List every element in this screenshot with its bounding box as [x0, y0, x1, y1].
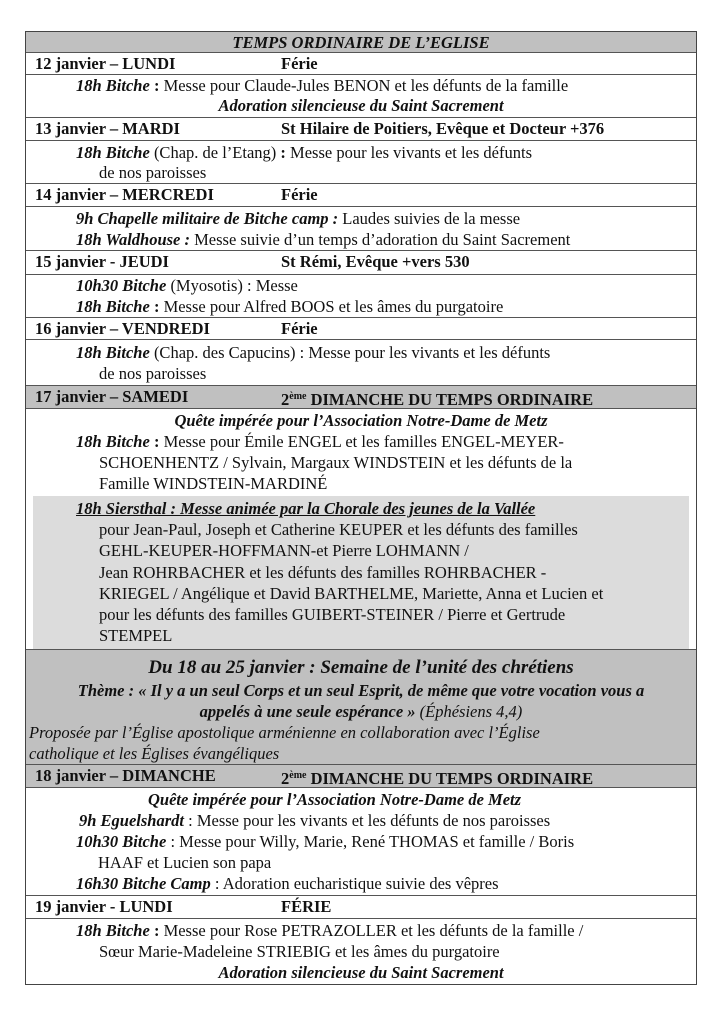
mass-line	[76, 831, 574, 853]
day-date: 12 janvier – LUNDI	[35, 54, 176, 73]
day-header-16	[26, 318, 696, 340]
separator: :	[149, 297, 164, 316]
banner-title: Du 18 au 25 janvier : Semaine de l’unité des chrétiens	[148, 657, 574, 678]
mass-line	[76, 142, 532, 164]
mass-continuation: SCHOENHENTZ / Sylvain, Margaux WINDSTEIN et les défunts de la	[99, 453, 573, 472]
mass-place: 9h Eguelshardt	[79, 811, 184, 830]
separator: :	[149, 76, 164, 95]
mass-place: 18h Waldhouse :	[76, 230, 191, 249]
day-body-15	[26, 275, 696, 318]
mass-text: (Myosotis) : Messe	[166, 276, 298, 295]
mass-text: Messe pour les vivants et les défunts	[290, 143, 532, 162]
separator: :	[149, 432, 164, 451]
day-date: 17 janvier – SAMEDI	[35, 387, 189, 406]
day-body-14	[26, 207, 696, 251]
mass-line	[79, 810, 550, 832]
mass-location: (Chap. de l’Etang)	[149, 143, 281, 162]
mass-text: Messe pour Émile ENGEL et les familles ENGEL-MEYER-	[163, 432, 564, 451]
mass-line	[76, 342, 550, 364]
schedule-table	[25, 31, 697, 985]
intention-line: pour Jean-Paul, Joseph et Catherine KEUPER et les défunts des familles	[99, 520, 578, 539]
day-feast: St Rémi, Evêque +vers 530	[281, 252, 470, 271]
collection-note: Quête impérée pour l’Association Notre-Dame de Metz	[148, 790, 522, 809]
mass-place: 18h Bitche	[76, 297, 150, 316]
day-header-12	[26, 53, 696, 75]
mass-place: 9h Chapelle militaire de Bitche camp :	[76, 209, 339, 228]
mass-text: : Messe pour Willy, Marie, René THOMAS et famille / Boris	[166, 832, 575, 851]
mass-place: 10h30 Bitche	[76, 832, 167, 851]
mass-continuation: HAAF et Lucien son papa	[98, 853, 272, 872]
day-body-17	[26, 409, 696, 649]
day-header-13	[26, 118, 696, 141]
day-date: 18 janvier – DIMANCHE	[35, 766, 216, 785]
mass-line	[76, 275, 298, 297]
day-header-19	[26, 896, 696, 919]
separator: :	[149, 921, 164, 940]
adoration-note: Adoration silencieuse du Saint Sacrement	[218, 96, 504, 115]
day-header-14	[26, 184, 696, 207]
mass-place: 18h Bitche	[76, 143, 150, 162]
siersthal-block	[26, 496, 696, 649]
mass-text: (Chap. des Capucins) : Messe pour les vivants et les défunts	[149, 343, 551, 362]
banner-theme-line: Thème : « Il y a un seul Corps et un seul Esprit, de même que votre vocation vous a	[77, 681, 645, 700]
day-feast: 2ème DIMANCHE DU TEMPS ORDINAIRE	[281, 769, 594, 788]
mass-continuation: Famille WINDSTEIN-MARDINÉ	[99, 474, 328, 493]
mass-place: 18h Bitche	[76, 432, 150, 451]
intention-line: KRIEGEL / Angélique et David BARTHELME, Mariette, Anna et Lucien et	[99, 584, 604, 603]
day-feast: 2ème DIMANCHE DU TEMPS ORDINAIRE	[281, 390, 594, 409]
day-feast: St Hilaire de Poitiers, Evêque et Docteur +376	[281, 119, 605, 138]
day-date: 14 janvier – MERCREDI	[35, 185, 214, 204]
mass-text: : Messe pour les vivants et les défunts de nos paroisses	[184, 811, 551, 830]
day-header-17	[26, 386, 696, 409]
intention-line: GEHL-KEUPER-HOFFMANN-et Pierre LOHMANN /	[99, 541, 469, 560]
day-body-12	[26, 75, 696, 118]
intention-line: STEMPEL	[99, 626, 173, 645]
mass-text: Messe suivie d’un temps d’adoration du Saint Sacrement	[190, 230, 571, 249]
season-title: TEMPS ORDINAIRE DE L’EGLISE	[26, 32, 696, 53]
day-feast: FÉRIE	[281, 897, 332, 916]
mass-text: : Adoration eucharistique suivie des vêpres	[210, 874, 499, 893]
mass-continuation: de nos paroisses	[99, 163, 207, 182]
mass-place: 18h Bitche	[76, 343, 150, 362]
mass-continuation: Sœur Marie-Madeleine STRIEBIG et les âmes du purgatoire	[99, 942, 500, 961]
mass-line	[76, 431, 564, 453]
day-feast: Férie	[281, 54, 318, 73]
mass-text: Laudes suivies de la messe	[338, 209, 521, 228]
day-body-16	[26, 340, 696, 386]
mass-text: Messe pour Claude-Jules BENON et les défunts de la famille	[163, 76, 569, 95]
siersthal-heading: 18h Siersthal : Messe animée par la Chorale des jeunes de la Vallée	[76, 499, 536, 518]
day-date: 15 janvier - JEUDI	[35, 252, 169, 271]
mass-text: Messe pour Alfred BOOS et les âmes du purgatoire	[163, 297, 504, 316]
day-header-15	[26, 251, 696, 275]
mass-line	[76, 229, 570, 251]
mass-line	[76, 208, 520, 230]
mass-line	[76, 920, 583, 942]
banner-proposed: Proposée par l’Église apostolique arménienne en collaboration avec l’Église	[29, 723, 540, 742]
banner-proposed: catholique et les Églises évangéliques	[29, 744, 280, 763]
intention-line: Jean ROHRBACHER et les défunts des familles ROHRBACHER -	[99, 563, 547, 582]
day-feast: Férie	[281, 319, 318, 338]
day-header-18	[26, 765, 696, 788]
mass-text: Messe pour Rose PETRAZOLLER et les défunts de la famille /	[163, 921, 584, 940]
mass-line	[76, 873, 499, 895]
mass-line	[76, 75, 568, 97]
mass-place: 18h Bitche	[76, 76, 150, 95]
day-date: 16 janvier – VENDREDI	[35, 319, 210, 338]
unity-week-banner	[26, 649, 696, 765]
mass-continuation: de nos paroisses	[99, 364, 207, 383]
scripture-reference: (Éphésiens 4,4)	[415, 702, 523, 721]
separator: :	[280, 143, 291, 162]
adoration-note: Adoration silencieuse du Saint Sacrement	[218, 963, 504, 982]
mass-line	[76, 296, 503, 318]
mass-place: 10h30 Bitche	[76, 276, 167, 295]
mass-place: 16h30 Bitche Camp	[76, 874, 211, 893]
day-date: 13 janvier – MARDI	[35, 119, 180, 138]
day-date: 19 janvier - LUNDI	[35, 897, 173, 916]
day-body-18	[26, 788, 696, 896]
collection-note: Quête impérée pour l’Association Notre-Dame de Metz	[174, 411, 548, 430]
intention-line: pour les défunts des familles GUIBERT-STEINER / Pierre et Gertrude	[99, 605, 566, 624]
banner-theme-line: appelés à une seule espérance » (Éphésiens 4,4)	[199, 702, 523, 721]
day-body-19	[26, 919, 696, 983]
mass-place: 18h Bitche	[76, 921, 150, 940]
day-feast: Férie	[281, 185, 318, 204]
day-body-13	[26, 141, 696, 184]
